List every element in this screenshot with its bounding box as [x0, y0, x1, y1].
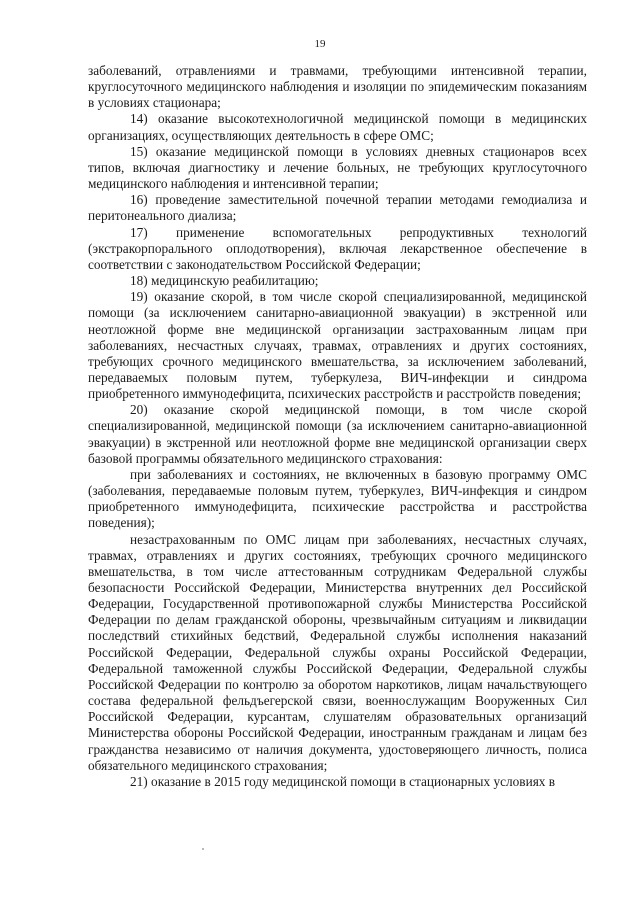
list-item-21: 21) оказание в 2015 году медицинской помощи в стационарных условиях в	[130, 773, 556, 789]
list-item-20: 20) оказание скорой медицинской помощи, в том числе скорой специализированной, медицинской помощи (за исключением санитарно-авиационной эвакуации) в экстренной или неотложной форме вне медицинской организации сверх базовой программы обязательного медицинского страхования:	[88, 402, 587, 466]
sub-item-not-in-base-program: при заболеваниях и состояниях, не включенных в базовую программу ОМС (заболевания, передаваемые половым путем, туберкулез, ВИЧ-инфекция и синдром приобретенного иммунодефицита, психические расстройства и расстройства поведения);	[88, 466, 587, 531]
list-item-18: 18) медицинскую реабилитацию;	[130, 273, 319, 289]
list-item-15: 15) оказание медицинской помощи в условиях дневных стационаров всех типов, включая диагностику и лечение больных, не требующих круглосуточного медицинского наблюдения и интенсивной терапии;	[88, 143, 587, 192]
page-number: 19	[314, 38, 326, 50]
document-body	[88, 63, 587, 790]
scan-speck	[202, 848, 204, 850]
sub-item-uninsured-persons: незастрахованным по ОМС лицам при заболеваниях, несчастных случаях, травмах, отравлениях и других состояниях, требующих срочного медицинского вмешательства, в том числе аттестованным сотрудникам Федеральной службы безопасности Российской Федерации, Министерства внутренних дел Российской Федерации, Государственной противопожарной службы Министерства Российской Федерации по делам гражданской обороны, чрезвычайным ситуациям и ликвидации последствий стихийных бедствий, Федеральной службы исполнения наказаний Российской Федерации, Федеральной службы охраны Российской Федерации, Федеральной таможенной службы Российской Федерации, Федеральной службы Российской Федерации по контролю за оборотом наркотиков, лицам начальствующего состава федеральной фельдъегерской связи, военнослужащим Вооруженных Сил Российской Федерации, курсантам, слушателям образовательных организаций Министерства обороны Российской Федерации, иностранным гражданам и лицам без гражданства независимо от наличия документа, удостоверяющего личность, полиса обязательного медицинского страхования;	[88, 531, 587, 773]
list-item-14: 14) оказание высокотехнологичной медицинской помощи в медицинских организациях, осуществляющих деятельность в сфере ОМС;	[88, 111, 587, 143]
list-item-17: 17) применение вспомогательных репродуктивных технологий (экстракорпорального оплодотворения), включая лекарственное обеспечение в соответствии с законодательством Российской Федерации;	[88, 224, 587, 272]
list-item-16: 16) проведение заместительной почечной терапии методами гемодиализа и перитонеального диализа;	[88, 192, 587, 224]
list-item-19: 19) оказание скорой, в том числе скорой специализированной, медицинской помощи (за исключением санитарно-авиационной эвакуации) в экстренной или неотложной форме вне медицинской организации застрахованным лицам при заболеваниях, несчастных случаях, травмах, отравлениях и других состояниях, требующих срочного медицинского вмешательства, за исключением заболеваний, передаваемых половым путем, туберкулеза, ВИЧ-инфекции и синдрома приобретенного иммунодефицита, психических расстройств и расстройств поведения;	[88, 289, 587, 402]
paragraph-continuation: заболеваний, отравлениями и травмами, требующими интенсивной терапии, круглосуточного медицинского наблюдения и изоляции по эпидемическим показаниям в условиях стационара;	[88, 63, 587, 111]
